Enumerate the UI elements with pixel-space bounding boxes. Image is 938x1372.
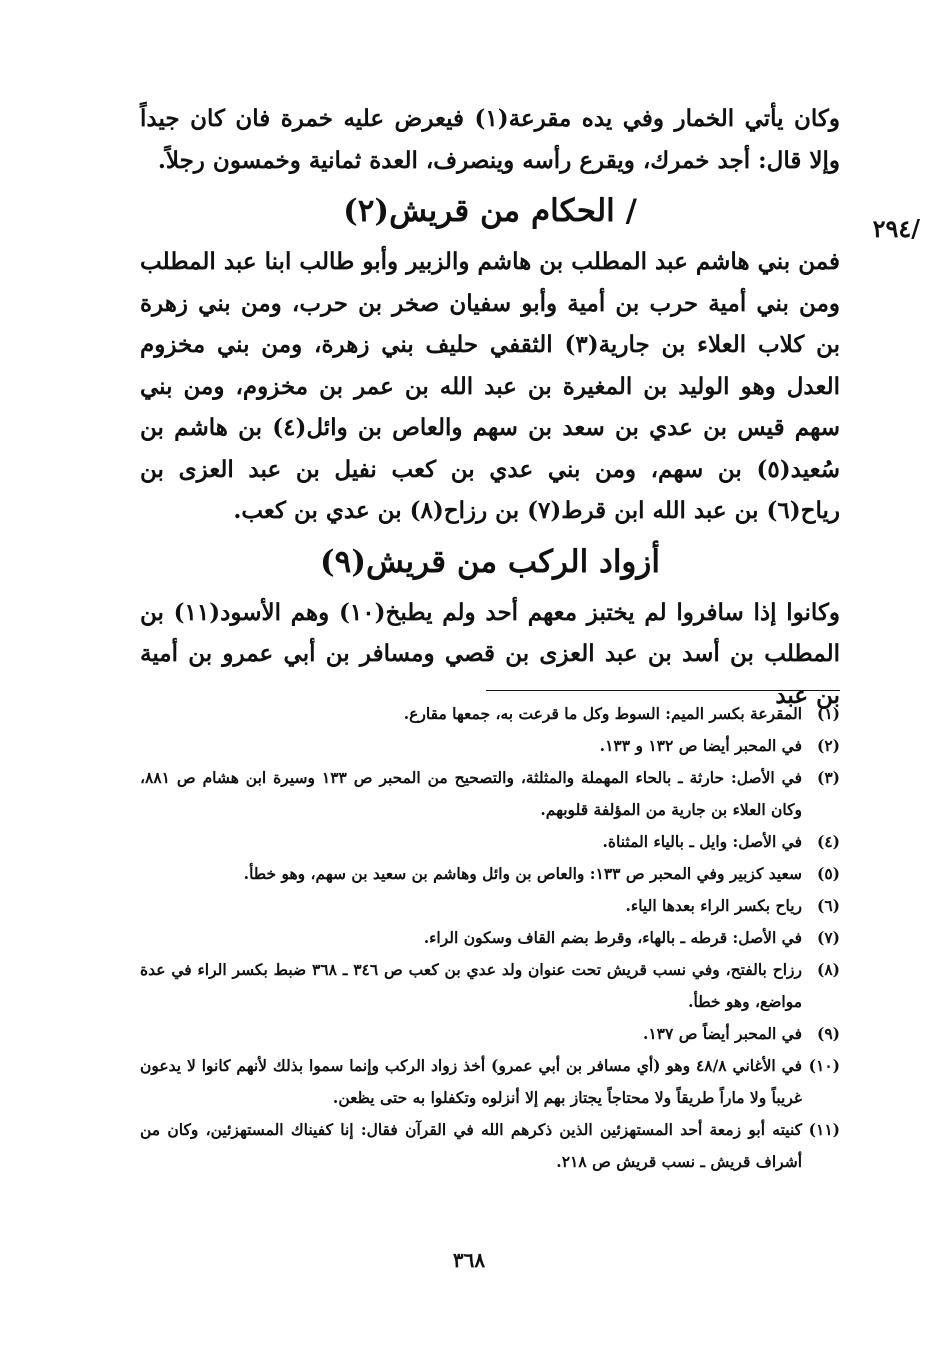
- margin-page-reference: /٢٩٤: [872, 214, 920, 243]
- footnote-number: (٩): [816, 1024, 840, 1043]
- footnote: [140, 858, 840, 890]
- footnote-number: (٢): [816, 736, 840, 755]
- footnote: [140, 730, 840, 762]
- footnote-divider: [486, 690, 840, 691]
- footnote-number: (٥): [816, 864, 840, 883]
- footnote-text: في الأصل: قرطه ـ بالهاء، وقرط بضم القاف وسكون الراء.: [423, 928, 802, 947]
- footnote-number: (٦): [816, 896, 840, 915]
- footnote-number: (٣): [816, 768, 840, 787]
- section-heading-azwad: أزواد الركب من قريش(٩): [320, 543, 660, 580]
- footnote-text: في المحبر أيضا ص ١٣٢ و ١٣٣.: [599, 736, 802, 755]
- footnote-text: كنيته أبو زمعة أحد المستهزئين الذين ذكرهم الله في القرآن فقال: إنا كفيناك المستهزئين، وكان من أشراف قريش ـ نسب قريش ص ٢١٨.: [140, 1120, 802, 1171]
- footnote-text: في الأصل: وايل ـ بالياء المثناة.: [602, 832, 802, 851]
- footnote-text: رياح بكسر الراء بعدها الياء.: [625, 896, 802, 915]
- footnote: [140, 1018, 840, 1050]
- footnote-text: في الأصل: حارثة ـ بالحاء المهملة والمثلثة، والتصحيح من المحبر ص ١٣٣ وسيرة ابن هشام ص ٨٨١، وكان العلاء بن جارية من المؤلفة قلوبهم.: [140, 768, 802, 819]
- footnote-number: (١٠): [808, 1056, 840, 1075]
- footnote: [140, 826, 840, 858]
- page-number: ٣٦٨: [452, 1248, 486, 1272]
- footnote-text: في المحبر أيضاً ص ١٣٧.: [642, 1024, 802, 1043]
- footnote: [140, 1114, 840, 1178]
- footnote: [140, 890, 840, 922]
- footnote-number: (٤): [816, 832, 840, 851]
- footnote-number: (١): [816, 704, 840, 723]
- footnote: [140, 1050, 840, 1114]
- footnote-number: (١١): [808, 1120, 840, 1139]
- main-text: [140, 98, 840, 716]
- section-heading-rulers: / الحكام من قريش(٢): [343, 193, 637, 229]
- footnote: [140, 922, 840, 954]
- footnote: [140, 698, 840, 730]
- paragraph-rulers: فمن بني هاشم عبد المطلب بن هاشم والزبير وأبو طالب ابنا عبد المطلب ومن بني أمية حرب بن أمية وأبو سفيان صخر بن حرب، ومن بني زهرة بن كلاب العلاء بن جارية(٣) الثقفي حليف بني زهرة، ومن بني مخزوم العدل وهو الوليد بن المغيرة بن عبد الله بن عمر بن مخزوم، ومن بني سهم قيس بن عدي بن سعد بن سهم والعاص بن وائل(٤) بن هاشم بن سُعيد(٥) بن سهم، ومن بني عدي بن كعب نفيل بن عبد العزى بن رياح(٦) بن عبد الله ابن قرط(٧) بن رزاح(٨) بن عدي بن كعب.: [140, 248, 841, 524]
- footnote-text: سعيد كزبير وفي المحبر ص ١٣٣: والعاص بن وائل وهاشم بن سعيد بن سهم، وهو خطأ.: [243, 864, 802, 883]
- footnote: [140, 954, 840, 1018]
- footnote-number: (٨): [816, 960, 840, 979]
- footnote-text: في الأغاني ٤٨/٨ وهو (أي مسافر بن أبي عمرو) أخذ زواد الركب وإنما سموا بذلك لأنهم كانوا لا يدعون غريباً ولا ماراً طريقاً ولا محتاجاً يجتاز بهم إلا أنزلوه وتكفلوا به حتى يظعن.: [140, 1056, 802, 1107]
- footnote-text: رزاح بالفتح، وفي نسب قريش تحت عنوان ولد عدي بن كعب ص ٣٤٦ ـ ٣٦٨ ضبط بكسر الراء في عدة مواضع، وهو خطأ.: [140, 960, 802, 1011]
- paragraph-azwad: وكانوا إذا سافروا لم يختبز معهم أحد ولم يطبخ(١٠) وهم الأسود(١١) بن المطلب بن أسد بن عبد العزى بن قصي ومسافر بن أبي عمرو بن أمية بن عبد: [140, 598, 840, 709]
- paragraph-intro: وكان يأتي الخمار وفي يده مقرعة(١) فيعرض عليه خمرة فان كان جيداً وإلا قال: أجد خمرك، ويقرع رأسه وينصرف، العدة ثمانية وخمسون رجلاً.: [140, 105, 840, 174]
- footnote-number: (٧): [816, 928, 840, 947]
- footnote-text: المقرعة بكسر الميم: السوط وكل ما قرعت به، جمعها مقارع.: [403, 704, 802, 723]
- footnote: [140, 762, 840, 826]
- footnotes: [140, 698, 840, 1178]
